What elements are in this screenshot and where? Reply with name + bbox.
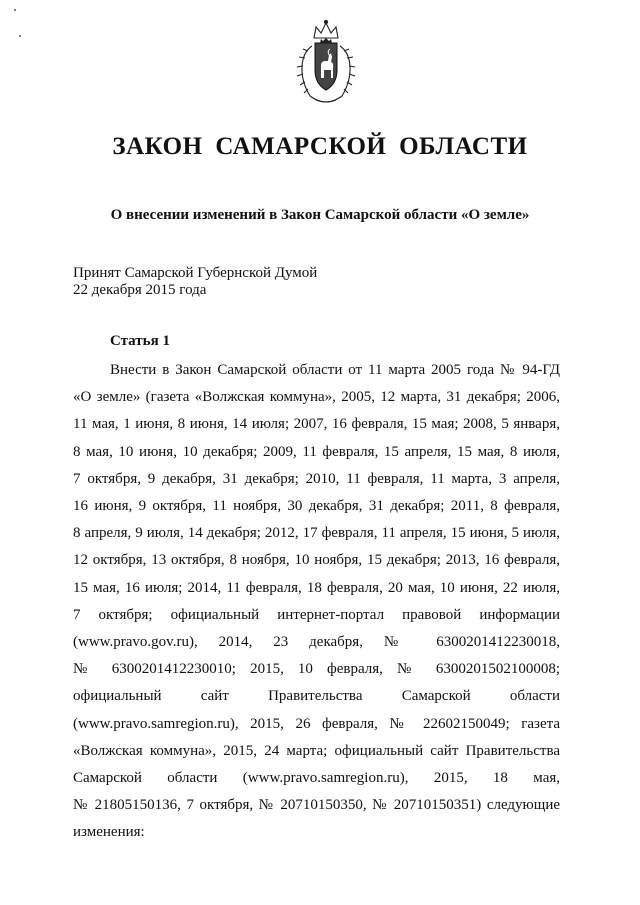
adoption-note	[73, 265, 317, 299]
law-subtitle: О внесении изменений в Закон Самарской области «О земле»	[110, 207, 530, 223]
article-line: 11 мая, 1 июня, 8 июня, 14 июля; 2007, 16 февраля, 15 мая; 2008, 5 января,	[73, 416, 560, 433]
article-line: 8 мая, 10 июня, 10 декабря; 2009, 11 февраля, 15 апреля, 15 мая, 8 июля,	[73, 443, 560, 460]
article-line: (www.pravo.gov.ru), 2014, 23 декабря, № 6300201412230018,	[73, 634, 560, 651]
article-line: официальный сайт Правительства Самарской области	[73, 688, 560, 705]
article-line: 7 октября, 9 декабря, 31 декабря; 2010, 11 февраля, 11 марта, 3 апреля,	[73, 470, 560, 487]
article-heading: Статья 1	[110, 333, 170, 349]
article-line: «О земле» (газета «Волжская коммуна», 2005, 12 марта, 31 декабря; 2006,	[73, 389, 560, 406]
article-body	[73, 357, 560, 847]
scan-speck	[14, 9, 16, 11]
article-line: 12 октября, 13 октября, 8 ноября, 10 ноября, 15 декабря; 2013, 16 февраля,	[73, 552, 560, 569]
article-line: № 21805150136, 7 октября, № 20710150350, № 20710150351) следующие	[73, 797, 560, 814]
article-line: (www.pravo.samregion.ru), 2015, 26 февраля, № 22602150049; газета	[73, 715, 560, 732]
law-title: ЗАКОН САМАРСКОЙ ОБЛАСТИ	[112, 133, 528, 160]
article-line: 16 июня, 9 октября, 11 ноября, 30 декабря, 31 декабря; 2011, 8 февраля,	[73, 498, 560, 515]
article-line: 8 апреля, 9 июля, 14 декабря; 2012, 17 февраля, 11 апреля, 15 июня, 5 июля,	[73, 525, 560, 542]
article-line: Самарской области (www.pravo.samregion.ru), 2015, 18 мая,	[73, 770, 560, 787]
adoption-line: Принят Самарской Губернской Думой	[73, 265, 318, 281]
article-line: Внести в Закон Самарской области от 11 марта 2005 года № 94-ГД	[110, 362, 560, 378]
article-line: № 6300201412230010; 2015, 10 февраля, № 6300201502100008;	[73, 661, 560, 678]
article-line: изменения:	[73, 824, 145, 841]
article-line: «Волжская коммуна», 2015, 24 марта; официальный сайт Правительства	[73, 742, 560, 759]
samara-region-coat-of-arms-icon	[290, 18, 362, 110]
article-line: 7 октября; официальный интернет-портал правовой информации	[73, 606, 560, 623]
scan-speck	[19, 35, 21, 37]
adoption-date-line: 22 декабря 2015 года	[73, 282, 207, 298]
article-line: 15 мая, 16 июля; 2014, 11 февраля, 18 февраля, 20 мая, 10 июня, 22 июля,	[73, 579, 560, 596]
